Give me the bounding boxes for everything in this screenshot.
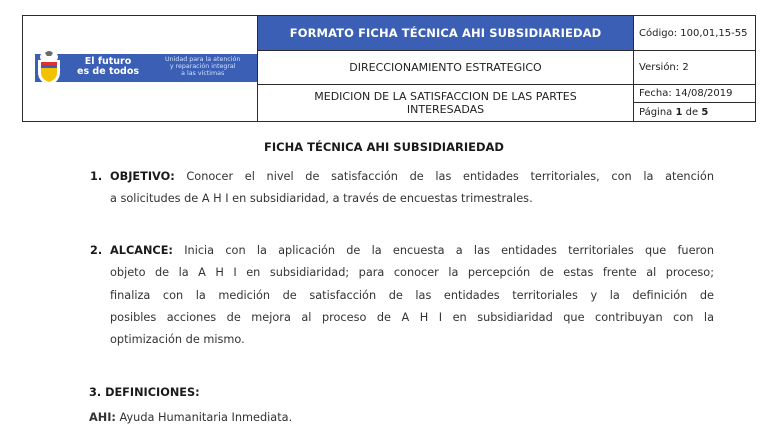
scope-line-4: posibles acciones de mejora al proceso de A H I en subsidiaridad que contribuyan con la xyxy=(110,310,714,324)
scope-item xyxy=(90,240,715,351)
coat-of-arms-icon xyxy=(33,48,65,86)
item-number: 2. xyxy=(90,244,103,257)
document-date: Fecha: 14/08/2019 xyxy=(639,88,733,99)
document-code: Código: 100,01,15-55 xyxy=(639,27,748,39)
page-indicator: Página 1 de 5 xyxy=(639,106,709,118)
scope-line-5: optimización de mismo. xyxy=(110,333,245,347)
item-number: 1. xyxy=(90,170,103,183)
definitions-heading: 3. DEFINICIONES: xyxy=(89,386,200,399)
document-version: Versión: 2 xyxy=(639,62,689,73)
document-title: FICHA TÉCNICA AHI SUBSIDIARIEDAD xyxy=(264,140,504,154)
logo-cell xyxy=(23,16,257,121)
document-header-table xyxy=(22,15,756,122)
unit-name-text: Unidad para la atención y reparación integral a las víctimas xyxy=(165,56,241,77)
slogan-text: El futuro es de todos xyxy=(77,56,140,77)
scope-line-3: finaliza con la medición de satisfacción de las entidades territoriales y la definición de xyxy=(110,288,714,302)
objective-item xyxy=(90,166,714,211)
subprocess-name: MEDICION DE LA SATISFACCION DE LAS PARTES INTERESADAS xyxy=(314,90,577,116)
process-name: DIRECCIONAMIENTO ESTRATEGICO xyxy=(349,61,542,74)
scope-line-1: ALCANCE: Inicia con la aplicación de la encuesta a las entidades territoriales que fueron xyxy=(110,244,715,257)
objective-line-2: a solicitudes de A H I en subsidiaridad, a través de encuestas trimestrales. xyxy=(110,192,533,206)
scope-line-2: objeto de la A H I en subsidiaridad; para conocer la percepción de estas frente al proceso; xyxy=(110,266,714,280)
format-title: FORMATO FICHA TÉCNICA AHI SUBSIDIARIEDAD xyxy=(258,16,633,50)
institution-logo xyxy=(35,54,257,82)
objective-line-1: OBJETIVO: Conocer el nivel de satisfacción de las entidades territoriales, con la atención xyxy=(110,170,714,183)
definition-ahi: AHI: Ayuda Humanitaria Inmediata. xyxy=(89,411,293,424)
